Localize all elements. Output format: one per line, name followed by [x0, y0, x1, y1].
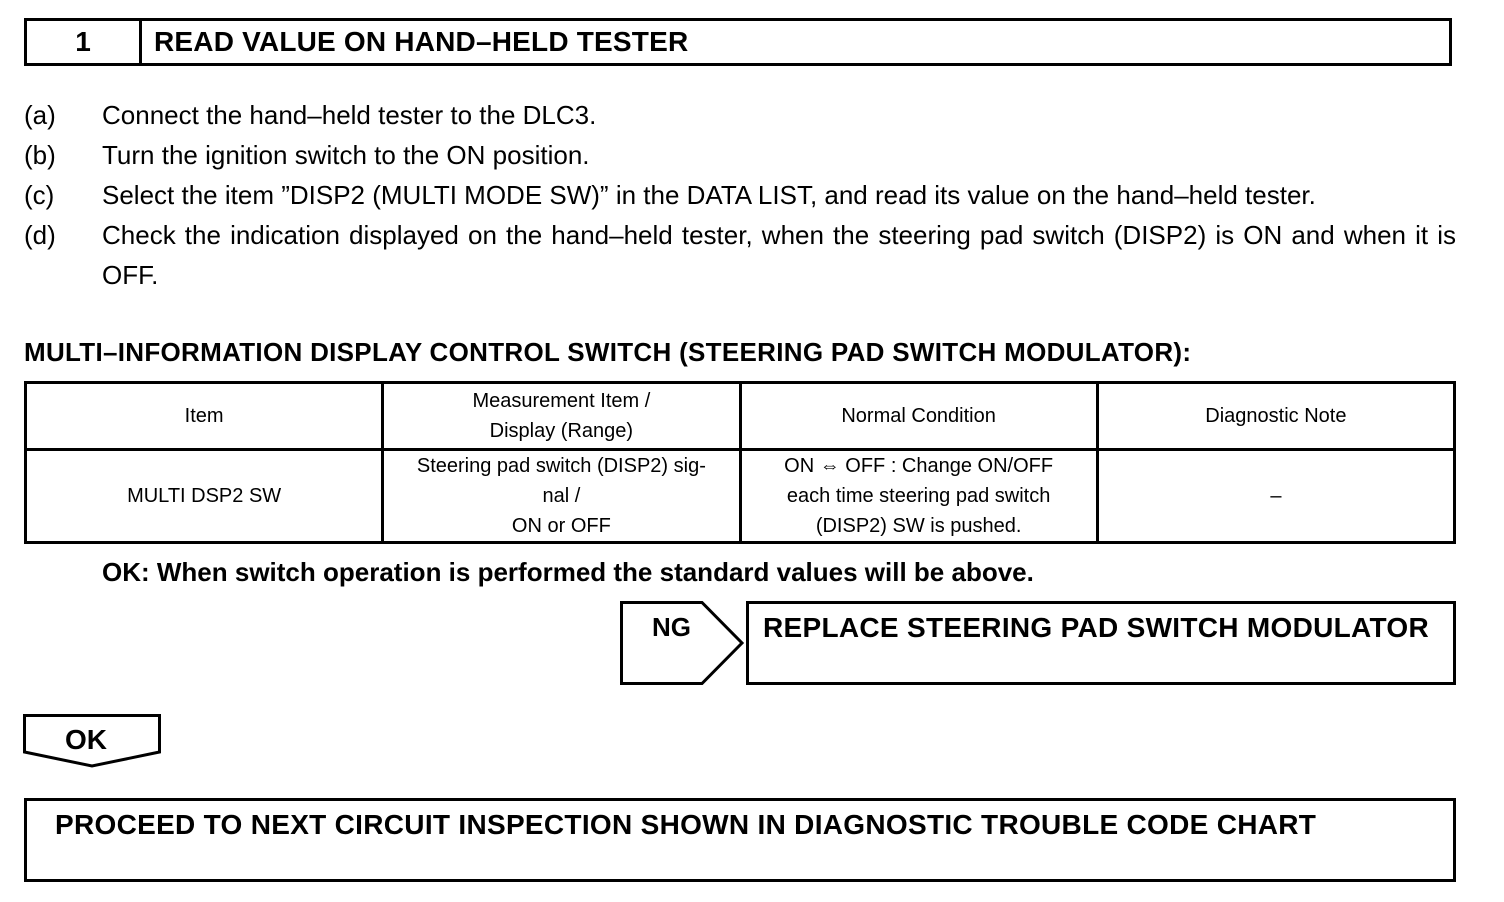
step-label: (d) [24, 220, 56, 250]
header-measurement [383, 383, 740, 450]
cell-measurement-line3: ON or OFF [511, 515, 611, 537]
step-label: (a) [24, 100, 56, 130]
cell-normal-condition [740, 450, 1097, 543]
step-header [24, 18, 1452, 66]
header-measurement-line1: Measurement Item / [472, 390, 651, 412]
step-label: (c) [24, 180, 55, 210]
header-normal-condition: Normal Condition [740, 383, 1097, 450]
section-heading: MULTI–INFORMATION DISPLAY CONTROL SWITCH (STEERING PAD SWITCH MODULATOR): [24, 337, 1192, 367]
step-title: READ VALUE ON HAND–HELD TESTER [154, 26, 689, 57]
step-text: Select the item ”DISP2 (MULTI MODE SW)” in the DATA LIST, and read its value on the hand–held tester. [102, 180, 1316, 210]
ok-condition-note: OK: When switch operation is performed the standard values will be above. [102, 557, 1034, 587]
cell-normal-line1: ON ⇔ OFF : Change ON/OFF [784, 455, 1054, 477]
header-measurement-line2: Display (Range) [489, 420, 634, 442]
cell-diagnostic-note: – [1097, 450, 1454, 543]
procedure-step-d [24, 215, 1456, 295]
ng-label: NG [652, 612, 691, 642]
table-row [26, 450, 1455, 543]
header-diagnostic-note: Diagnostic Note [1097, 383, 1454, 450]
cell-item: MULTI DSP2 SW [26, 450, 383, 543]
ok-label: OK [65, 724, 107, 755]
step-label: (b) [24, 140, 56, 170]
step-text: Connect the hand–held tester to the DLC3. [102, 100, 597, 130]
step-number: 1 [27, 21, 142, 63]
cell-measurement [383, 450, 740, 543]
proceed-box: PROCEED TO NEXT CIRCUIT INSPECTION SHOWN IN DIAGNOSTIC TROUBLE CODE CHART [24, 798, 1456, 882]
step-text: Check the indication displayed on the hand–held tester, when the steering pad switch (DISP2) is ON and when it is OFF. [102, 220, 1456, 290]
procedure-step-b [24, 135, 1456, 175]
cell-normal-line3: (DISP2) SW is pushed. [815, 515, 1022, 537]
cell-normal-line2: each time steering pad switch [786, 485, 1051, 507]
procedure-steps [24, 95, 1456, 295]
step-text: Turn the ignition switch to the ON position. [102, 140, 590, 170]
table-header-row [26, 383, 1455, 450]
procedure-step-a [24, 95, 1456, 135]
ng-action-box: REPLACE STEERING PAD SWITCH MODULATOR [746, 601, 1456, 685]
procedure-step-c [24, 175, 1456, 215]
cell-measurement-line2: nal / [542, 485, 581, 507]
header-item: Item [26, 383, 383, 450]
data-list-table [24, 381, 1456, 544]
cell-measurement-line1: Steering pad switch (DISP2) sig- [416, 455, 706, 477]
